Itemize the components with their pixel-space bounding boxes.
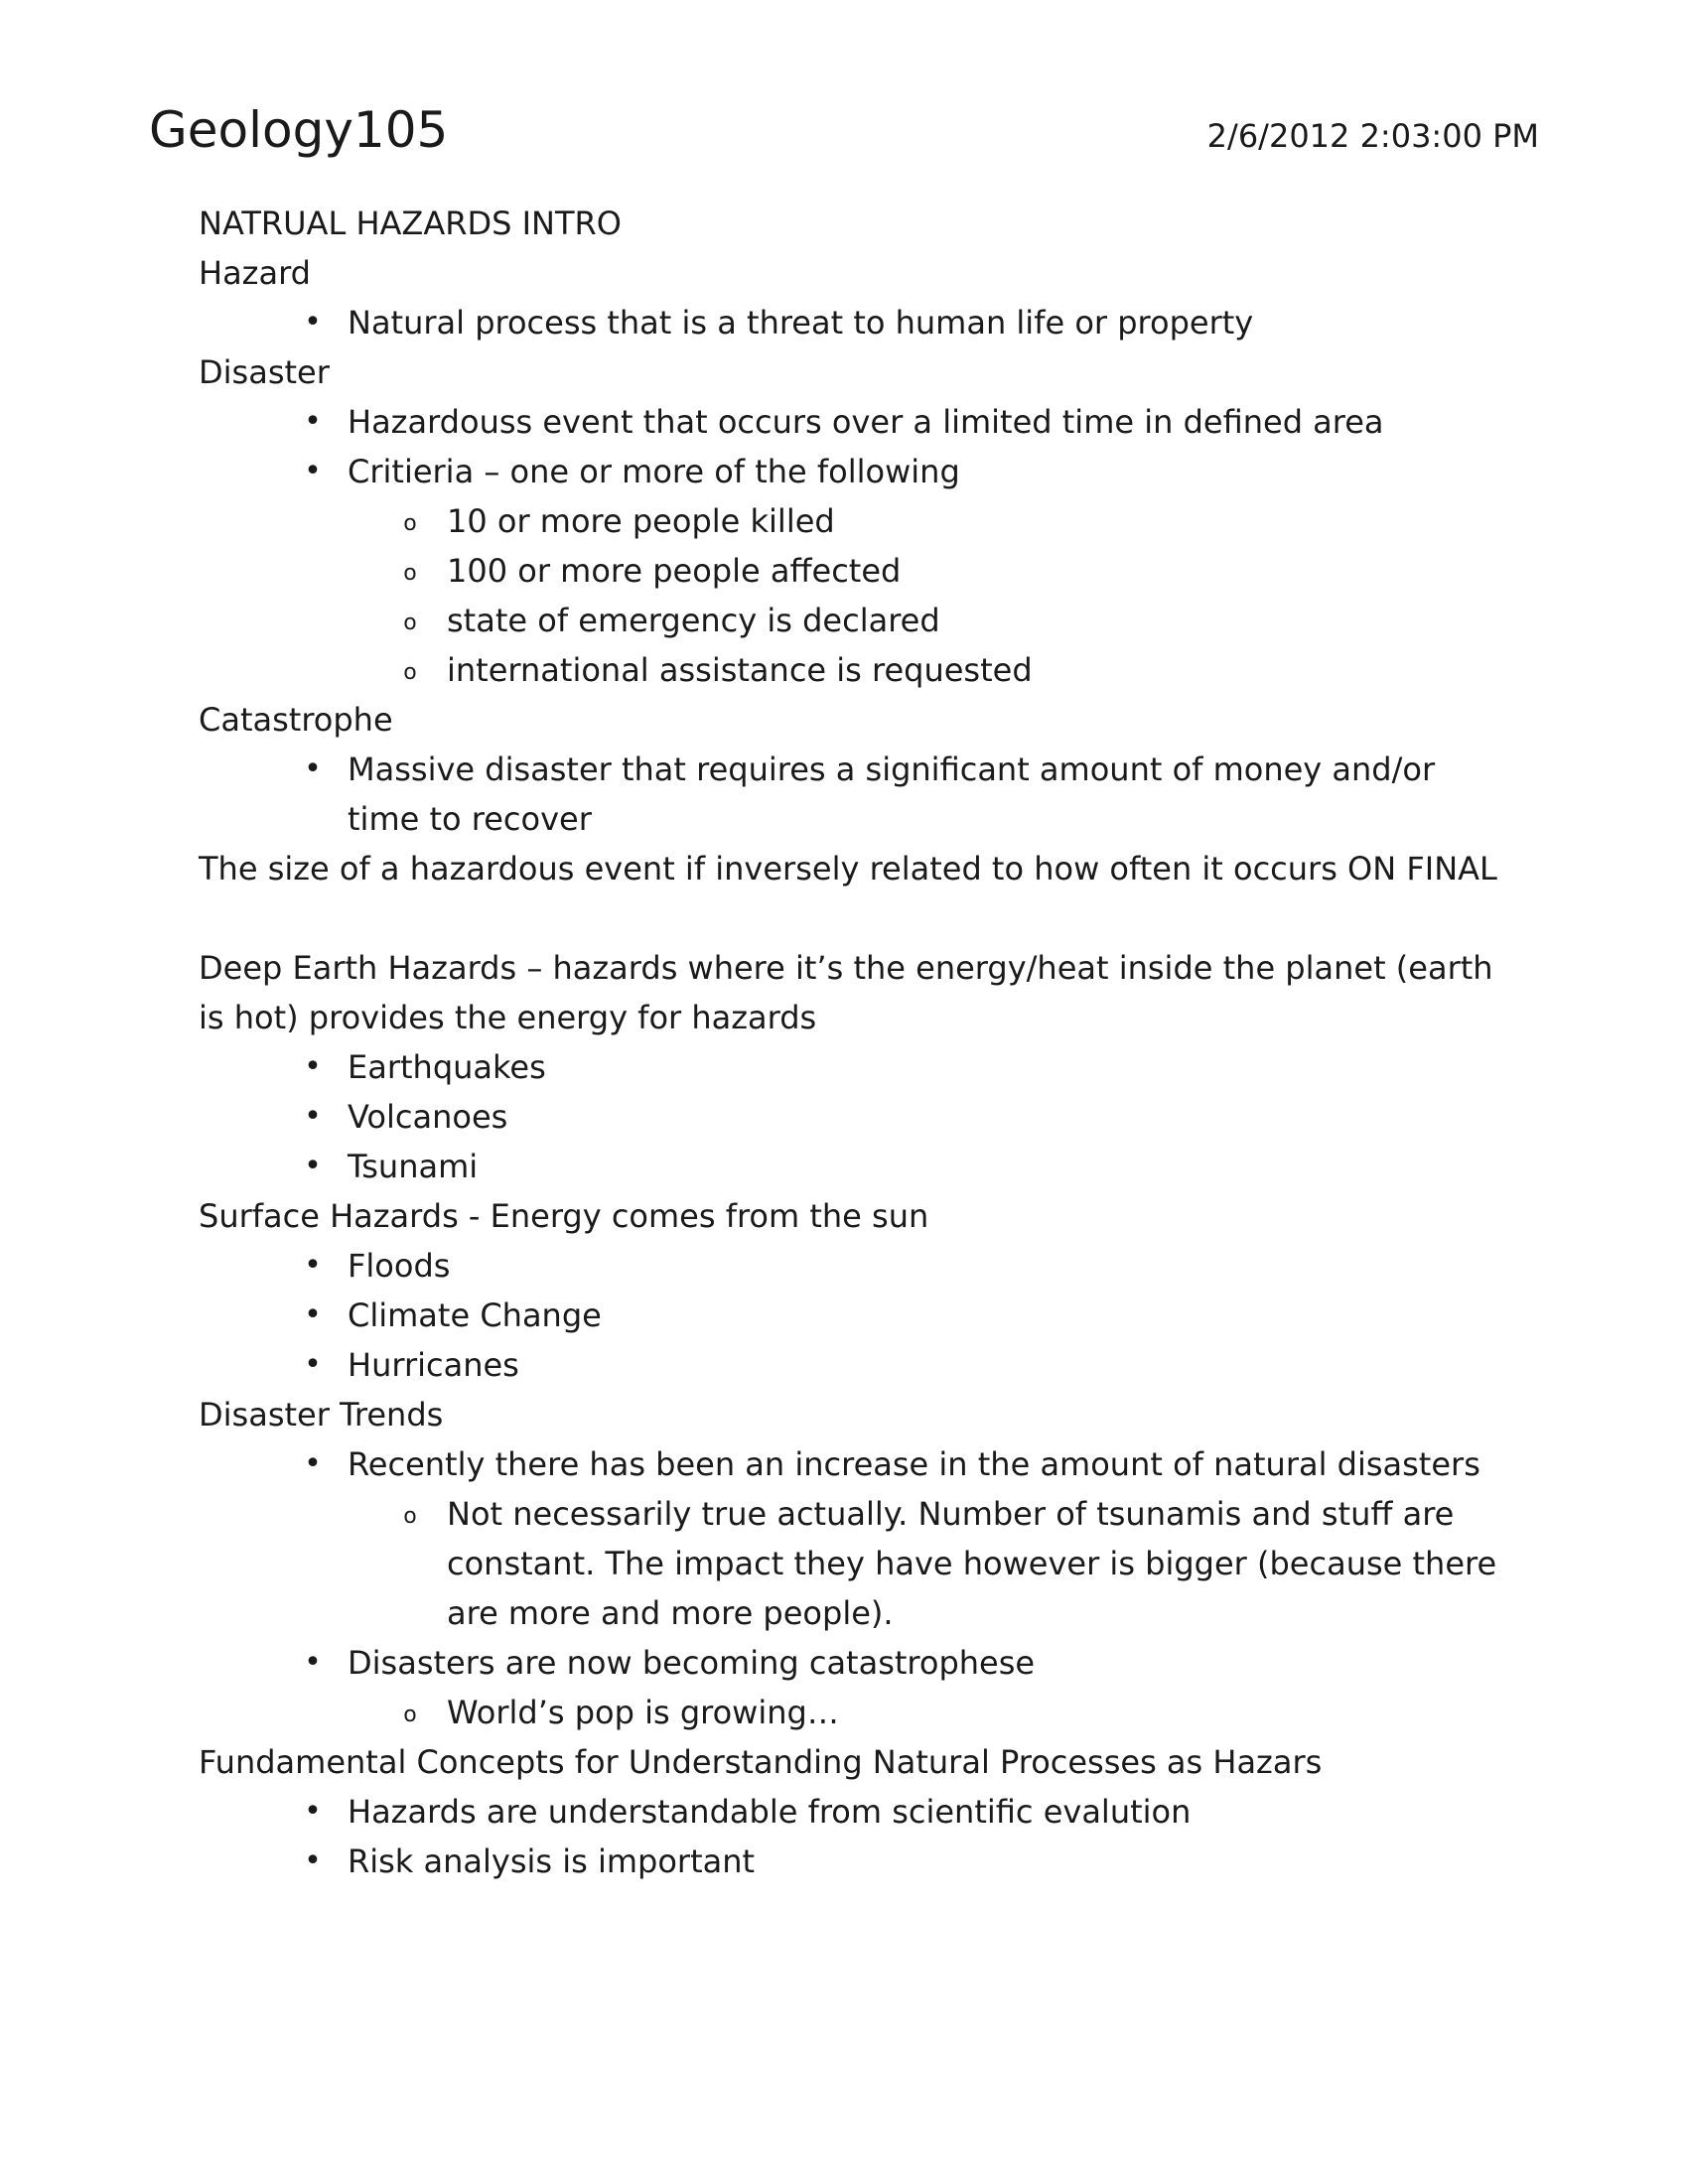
section-heading-deep-earth: Deep Earth Hazards – hazards where it’s the energy/heat inside the planet (earth is hot) provides the energy for hazards bbox=[199, 949, 1493, 1036]
list-item: • Hazards are understandable from scientific evalution bbox=[199, 1787, 1509, 1837]
term-disaster: Disaster bbox=[199, 353, 330, 391]
list-item: • Climate Change bbox=[199, 1291, 1509, 1340]
bullet-circle-icon: o bbox=[403, 1703, 417, 1727]
bullet-dot-icon: • bbox=[304, 1645, 322, 1680]
list-item: • Massive disaster that requires a significant amount of money and/or time to recover bbox=[199, 745, 1509, 844]
bullet-dot-icon: • bbox=[304, 454, 322, 488]
bullet-dot-icon: • bbox=[304, 1297, 322, 1332]
section-heading-surface: Surface Hazards - Energy comes from the sun bbox=[199, 1197, 929, 1235]
bullet-dot-icon: • bbox=[304, 305, 322, 340]
size-note: The size of a hazardous event if inversely related to how often it occurs ON FINAL bbox=[199, 850, 1497, 887]
spacer bbox=[199, 893, 1509, 943]
section-heading-trends: Disaster Trends bbox=[199, 1396, 444, 1433]
list-item: • Floods bbox=[199, 1241, 1509, 1291]
bullet-circle-icon: o bbox=[403, 561, 417, 586]
list-item: • Tsunami bbox=[199, 1142, 1509, 1191]
list-item: • Critieria – one or more of the following bbox=[199, 447, 1509, 496]
hazard-list bbox=[199, 298, 1509, 347]
sub-list-item: o 10 or more people killed bbox=[199, 496, 1509, 546]
list-item: • Hurricanes bbox=[199, 1340, 1509, 1390]
bullet-dot-icon: • bbox=[304, 1794, 322, 1829]
trends-list bbox=[199, 1439, 1509, 1737]
sub-list-item: o state of emergency is declared bbox=[199, 596, 1509, 645]
bullet-circle-icon: o bbox=[403, 1504, 417, 1529]
sub-list-item: o Not necessarily true actually. Number of tsunamis and stuff are constant. The impact they have however is bigger (because there are more and more people). bbox=[199, 1489, 1509, 1638]
bullet-circle-icon: o bbox=[403, 511, 417, 536]
list-item: • Natural process that is a threat to human life or property bbox=[199, 298, 1509, 347]
bullet-dot-icon: • bbox=[304, 1347, 322, 1382]
document-title: Geology105 bbox=[149, 101, 449, 159]
bullet-dot-icon: • bbox=[304, 1446, 322, 1481]
document-timestamp: 2/6/2012 2:03:00 PM bbox=[1206, 117, 1539, 155]
deep-earth-list bbox=[199, 1042, 1509, 1191]
list-item: • Recently there has been an increase in the amount of natural disasters bbox=[199, 1439, 1509, 1489]
term-hazard: Hazard bbox=[199, 254, 311, 292]
bullet-dot-icon: • bbox=[304, 751, 322, 786]
list-item: • Earthquakes bbox=[199, 1042, 1509, 1092]
section-heading-intro: NATRUAL HAZARDS INTRO bbox=[199, 205, 622, 242]
list-item: • Hazardouss event that occurs over a limited time in defined area bbox=[199, 397, 1509, 447]
list-item: • Disasters are now becoming catastrophese bbox=[199, 1638, 1509, 1688]
bullet-circle-icon: o bbox=[403, 660, 417, 685]
list-item: • Risk analysis is important bbox=[199, 1837, 1509, 1886]
bullet-dot-icon: • bbox=[304, 1049, 322, 1084]
section-heading-fundamentals: Fundamental Concepts for Understanding Natural Processes as Hazars bbox=[199, 1743, 1323, 1781]
disaster-list bbox=[199, 397, 1509, 695]
bullet-dot-icon: • bbox=[304, 1099, 322, 1134]
bullet-dot-icon: • bbox=[304, 1248, 322, 1283]
catastrophe-list bbox=[199, 745, 1509, 844]
fundamentals-list bbox=[199, 1787, 1509, 1886]
notes-body bbox=[199, 199, 1509, 1886]
sub-list-item: o 100 or more people affected bbox=[199, 546, 1509, 596]
list-item: • Volcanoes bbox=[199, 1092, 1509, 1142]
sub-list-item: o international assistance is requested bbox=[199, 645, 1509, 695]
bullet-dot-icon: • bbox=[304, 1843, 322, 1878]
surface-list bbox=[199, 1241, 1509, 1390]
bullet-circle-icon: o bbox=[403, 611, 417, 635]
page-header bbox=[149, 95, 1539, 165]
sub-list-item: o World’s pop is growing… bbox=[199, 1688, 1509, 1737]
bullet-dot-icon: • bbox=[304, 1149, 322, 1183]
term-catastrophe: Catastrophe bbox=[199, 701, 393, 739]
bullet-dot-icon: • bbox=[304, 404, 322, 439]
